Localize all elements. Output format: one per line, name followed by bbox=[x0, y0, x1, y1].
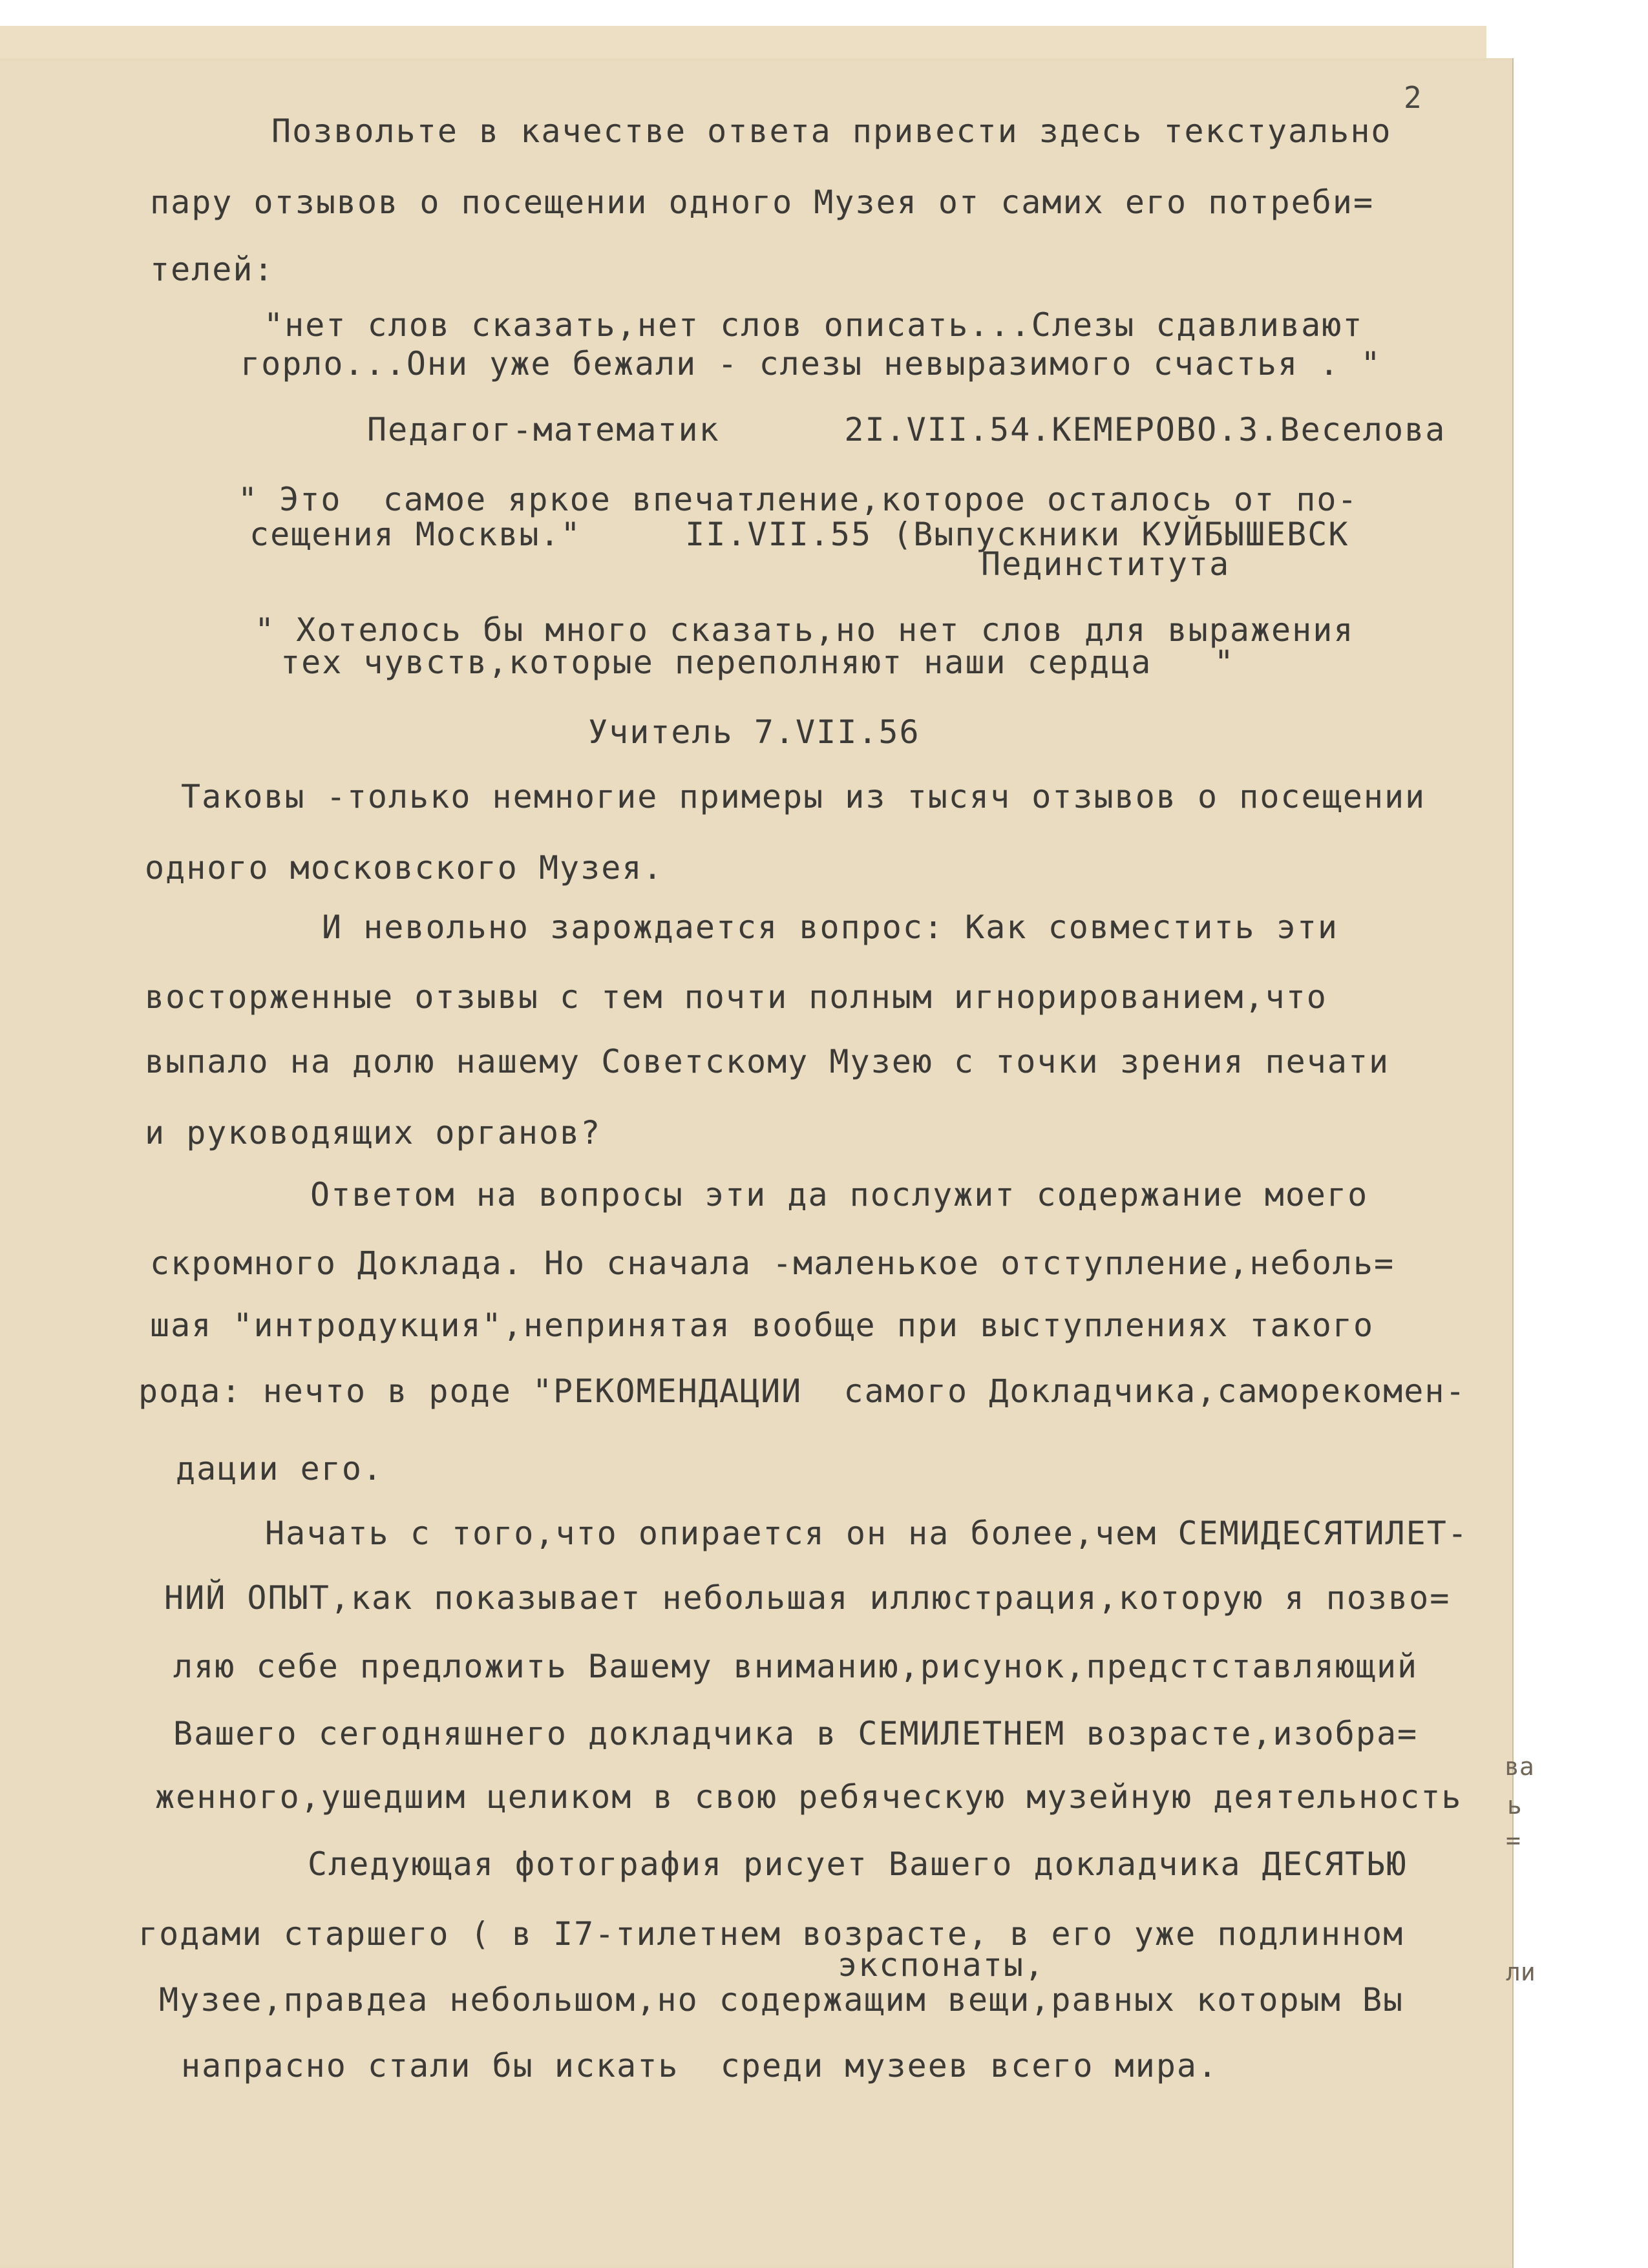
text-line: и руководящих органов? bbox=[145, 1114, 602, 1151]
text-line: экспонаты, bbox=[838, 1946, 1046, 1984]
text-line: одного московского Музея. bbox=[145, 849, 664, 887]
text-line: Таковы -только немногие примеры из тысяч отзывов о посещении bbox=[181, 778, 1426, 815]
edge-mark: ь bbox=[1507, 1791, 1522, 1820]
text-line: ляю себе предложить Вашему вниманию,рисунок,предстставляющий bbox=[173, 1648, 1419, 1685]
text-line: Педагог-математик 2I.VII.54.КЕМЕРОВО.З.Веселова bbox=[367, 411, 1446, 448]
edge-mark: ва bbox=[1505, 1752, 1534, 1781]
text-line: восторженные отзывы с тем почти полным игнорированием,что bbox=[145, 978, 1327, 1016]
text-line: сещения Москвы." II.VII.55 (Выпускники КУЙБЫШЕВСК bbox=[249, 516, 1349, 553]
text-line: напрасно стали бы искать среди музеев всего мира. bbox=[181, 2047, 1219, 2084]
text-line: женного,ушедшим целиком в свою ребяческую музейную деятельность bbox=[155, 1778, 1463, 1816]
text-line: скромного Доклада. Но сначала -маленькое отступление,неболь= bbox=[150, 1244, 1395, 1282]
text-line: тех чувств,которые переполняют наши сердца " bbox=[280, 644, 1235, 681]
text-line: Следующая фотография рисует Вашего докладчика ДЕСЯТЬЮ bbox=[308, 1845, 1408, 1883]
text-line: Ответом на вопросы эти да послужит содержание моего bbox=[310, 1176, 1369, 1213]
text-line: Позвольте в качестве ответа привести здесь текстуально bbox=[271, 112, 1392, 150]
text-line: " Хотелось бы много сказать,но нет слов для выражения bbox=[255, 611, 1355, 649]
text-line: И невольно зарождается вопрос: Как совместить эти bbox=[322, 908, 1339, 946]
text-line: Музее,правдеа небольшом,но содержащим вещи,равных которым Вы bbox=[159, 1981, 1404, 2019]
page-number: 2 bbox=[1404, 80, 1423, 115]
text-line: дации его. bbox=[176, 1450, 384, 1487]
text-line: Учитель 7.VII.56 bbox=[588, 713, 920, 751]
text-line: телей: bbox=[150, 251, 275, 288]
edge-mark: = bbox=[1506, 1826, 1521, 1854]
text-line: годами старшего ( в I7-тилетнем возрасте, в его уже подлинном bbox=[138, 1915, 1404, 1953]
text-line: выпало на долю нашему Советскому Музею с точки зрения печати bbox=[145, 1043, 1390, 1080]
text-line: шая "интродукция",непринятая вообще при выступлениях такого bbox=[150, 1307, 1375, 1344]
edge-mark: ли bbox=[1506, 1958, 1536, 1986]
text-line: Начать с того,что опирается он на более,чем СЕМИДЕСЯТИЛЕТ- bbox=[265, 1515, 1468, 1552]
text-line: пару отзывов о посещении одного Музея от самих его потреби= bbox=[150, 184, 1375, 221]
text-line: Пединститута bbox=[981, 545, 1231, 583]
text-line: Вашего сегодняшнего докладчика в СЕМИЛЕТНЕМ возрасте,изобра= bbox=[173, 1715, 1419, 1752]
text-line: "нет слов сказать,нет слов описать...Слезы сдавливают bbox=[264, 306, 1364, 344]
text-line: " Это самое яркое впечатление,которое осталось от по- bbox=[238, 481, 1358, 518]
text-line: горло...Они уже бежали - слезы невыразимого счастья . " bbox=[240, 345, 1382, 383]
text-line: рода: нечто в роде "РЕКОМЕНДАЦИИ самого Докладчика,саморекомен- bbox=[138, 1372, 1466, 1410]
text-line: НИЙ ОПЫТ,как показывает небольшая иллюстрация,которую я позво= bbox=[164, 1579, 1451, 1617]
